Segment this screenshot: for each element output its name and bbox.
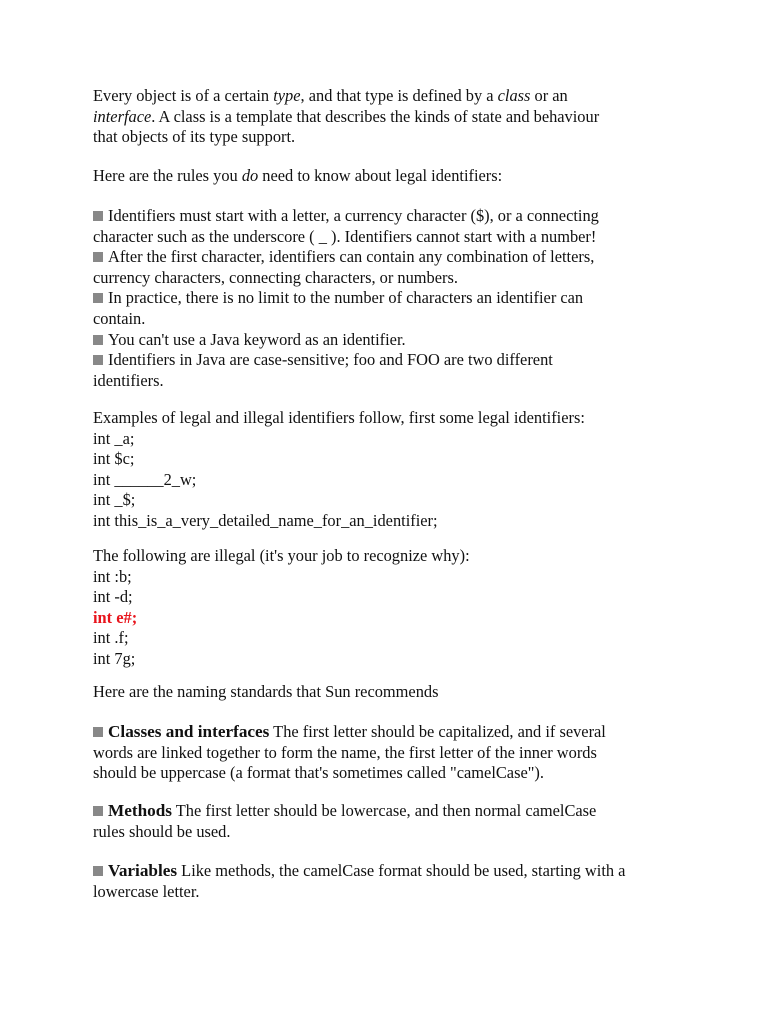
rules-heading (93, 166, 693, 187)
illegal-heading: The following are illegal (it's your job to recognize why): (93, 546, 470, 565)
naming-text: The first letter should be lowercase, and then normal camelCase (171, 801, 597, 820)
intro-line-3: that objects of its type support. (93, 127, 296, 147)
intro-emphasis-type: type (273, 86, 301, 105)
naming-item (93, 861, 693, 882)
intro-text: , and that type is defined by a (300, 86, 498, 105)
rule-text: contain. (93, 308, 146, 328)
naming-text: should be uppercase (a format that's sometimes called "camelCase"). (93, 763, 544, 783)
intro-paragraph (93, 86, 693, 148)
legal-heading: Examples of legal and illegal identifiers follow, first some legal identifiers: (93, 408, 585, 427)
naming-heading (93, 682, 693, 703)
intro-emphasis-class: class (497, 86, 531, 105)
legal-example: int $c; (93, 449, 135, 469)
square-bullet-icon (93, 866, 103, 876)
illegal-example: int .f; (93, 628, 129, 648)
illegal-example: int 7g; (93, 648, 136, 668)
rule-text: character such as the underscore ( _ ). Identifiers cannot start with a number! (93, 226, 597, 246)
legal-example: int _$; (93, 490, 136, 510)
rule-text: Identifiers must start with a letter, a currency character ($), or a connecting (108, 206, 599, 225)
illegal-example-highlighted: int e#; (93, 607, 138, 627)
naming-term: Classes and interfaces (108, 722, 270, 741)
rule-item (93, 350, 693, 371)
rule-item (93, 330, 693, 351)
rule-text: You can't use a Java keyword as an identifier. (108, 329, 406, 349)
rule-text: In practice, there is no limit to the number of characters an identifier can (108, 288, 584, 308)
rule-text: After the first character, identifiers can contain any combination of letters, (108, 247, 595, 267)
intro-line-2 (93, 107, 693, 128)
rule-text: currency characters, connecting characters, or numbers. (93, 267, 458, 287)
square-bullet-icon (93, 293, 103, 303)
rules-heading-text: need to know about legal identifiers: (258, 166, 503, 185)
rule-item (93, 247, 693, 268)
naming-text: Like methods, the camelCase format should be used, starting with a (177, 861, 626, 880)
naming-text: lowercase letter. (93, 881, 200, 901)
rule-item (93, 288, 693, 309)
illegal-example: int :b; (93, 566, 132, 586)
naming-heading-text: Here are the naming standards that Sun recommends (93, 682, 439, 701)
legal-example: int this_is_a_very_detailed_name_for_an_identifier; (93, 510, 438, 530)
illegal-identifiers-section (93, 546, 693, 670)
square-bullet-icon (93, 211, 103, 221)
naming-text: The first letter should be capitalized, and if several (269, 722, 606, 741)
rules-list (93, 206, 693, 391)
legal-example: int ______2_w; (93, 469, 197, 489)
square-bullet-icon (93, 355, 103, 365)
illegal-example: int -d; (93, 587, 133, 607)
rule-text: identifiers. (93, 370, 164, 390)
rule-item (93, 206, 693, 227)
naming-text: words are linked together to form the name, the first letter of the inner words (93, 742, 597, 762)
naming-term: Methods (108, 801, 172, 820)
square-bullet-icon (93, 727, 103, 737)
naming-item (93, 801, 693, 822)
rules-heading-emphasis: do (241, 166, 259, 185)
intro-text: Every object is of a certain (93, 86, 274, 105)
intro-text: or an (530, 86, 568, 105)
intro-emphasis-interface: interface (93, 106, 152, 126)
naming-item (93, 722, 693, 743)
intro-text: . A class is a template that describes the kinds of state and behaviour (151, 106, 600, 126)
naming-variables (93, 861, 693, 902)
square-bullet-icon (93, 252, 103, 262)
rule-text: Identifiers in Java are case-sensitive; foo and FOO are two different (108, 350, 553, 370)
naming-term: Variables (108, 861, 178, 880)
naming-text: rules should be used. (93, 821, 231, 841)
square-bullet-icon (93, 806, 103, 816)
legal-example: int _a; (93, 428, 135, 448)
square-bullet-icon (93, 335, 103, 345)
rules-heading-text: Here are the rules you (93, 166, 242, 185)
naming-classes (93, 722, 693, 784)
legal-identifiers-section (93, 408, 693, 532)
naming-methods (93, 801, 693, 842)
intro-line-1 (93, 86, 693, 107)
